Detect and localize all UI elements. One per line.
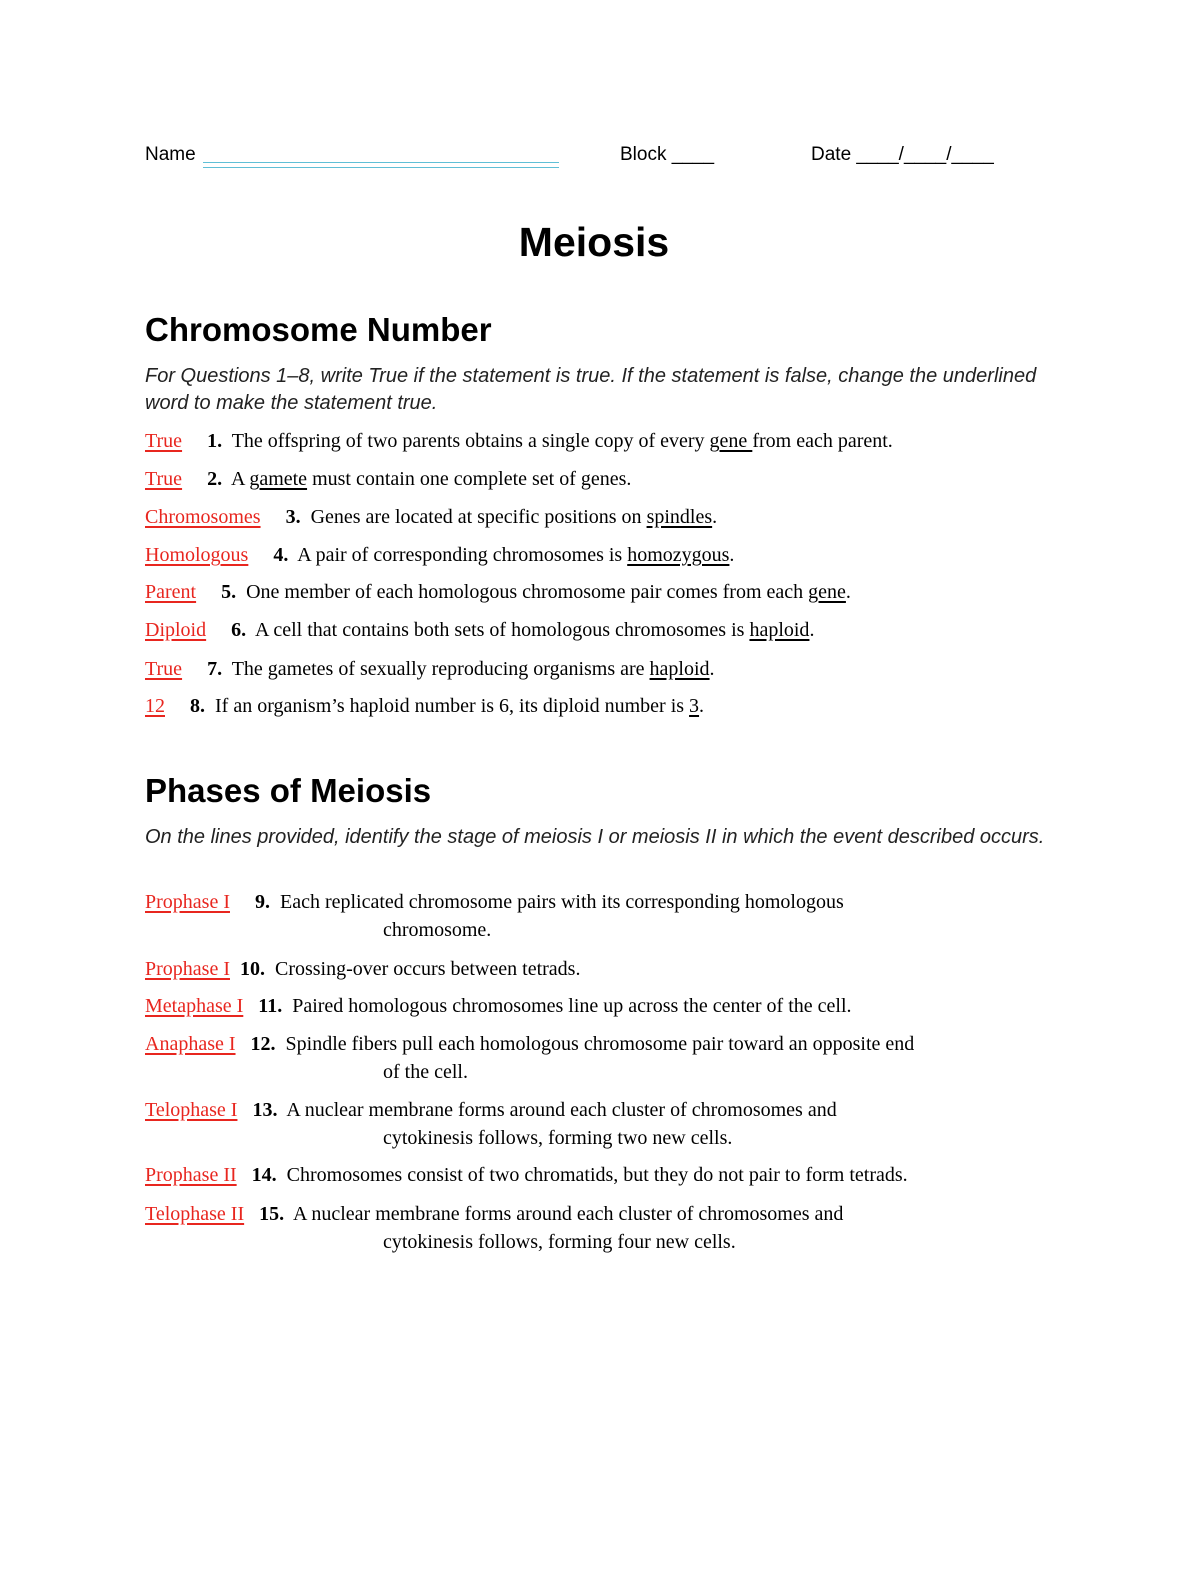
question-continuation: cytokinesis follows, forming four new cells. — [383, 1231, 736, 1253]
block-label: Block ____ — [620, 144, 715, 165]
question-number: 15. — [259, 1203, 285, 1225]
question-text: The offspring of two parents obtains a single copy of every — [231, 430, 710, 452]
underlined-word: spindles — [646, 506, 713, 528]
answer: Telophase II — [145, 1203, 245, 1225]
answer: Prophase I — [145, 891, 230, 913]
underlined-word: gene — [808, 581, 846, 603]
question-text: Chromosomes consist of two chromatids, but they do not pair to form tetrads. — [286, 1164, 908, 1186]
question-text: from each parent. — [752, 430, 893, 452]
answer: Homologous — [145, 544, 249, 566]
question-15 — [145, 1200, 1045, 1253]
section2-instructions: On the lines provided, identify the stage of meiosis I or meiosis II in which the event described occurs. — [145, 826, 1045, 848]
question-number: 14. — [251, 1164, 277, 1186]
section-heading-phases-of-meiosis: Phases of Meiosis — [145, 772, 432, 809]
answer: True — [145, 468, 183, 490]
answer: Prophase II — [145, 1164, 237, 1186]
question-number: 12. — [250, 1033, 276, 1055]
question-text: A — [230, 468, 250, 490]
question-8 — [145, 692, 1045, 720]
answer: Chromosomes — [145, 506, 261, 528]
question-13 — [145, 1096, 1045, 1149]
question-text: . — [809, 619, 815, 641]
question-10 — [145, 955, 1045, 983]
page-title: Meiosis — [518, 219, 670, 265]
question-number: 9. — [254, 891, 270, 913]
underlined-word: gamete — [249, 468, 308, 490]
question-14 — [145, 1161, 1045, 1189]
question-text: Spindle fibers pull each homologous chromosome pair toward an opposite end — [285, 1033, 915, 1055]
question-continuation: chromosome. — [383, 919, 492, 941]
question-3 — [145, 503, 1045, 531]
answer: 12 — [145, 695, 165, 717]
question-number: 2. — [207, 468, 223, 490]
question-number: 4. — [273, 544, 289, 566]
question-text: Paired homologous chromosomes line up across the center of the cell. — [292, 995, 852, 1017]
question-text: . — [845, 581, 851, 603]
question-number: 3. — [285, 506, 301, 528]
question-number: 1. — [207, 430, 223, 452]
question-text: A cell that contains both sets of homologous chromosomes is — [255, 619, 750, 641]
question-text: A nuclear membrane forms around each cluster of chromosomes and — [286, 1099, 837, 1121]
question-number: 10. — [239, 958, 265, 980]
underlined-word: haploid — [749, 619, 810, 641]
underlined-word: haploid — [649, 658, 710, 680]
question-text: If an organism’s haploid number is 6, its diploid number is — [215, 695, 690, 717]
question-2 — [145, 465, 1045, 493]
question-text: Each replicated chromosome pairs with its corresponding homologous — [279, 891, 844, 913]
question-text: Genes are located at specific positions on — [310, 506, 647, 528]
question-6 — [145, 616, 1045, 644]
question-text: A pair of corresponding chromosomes is — [297, 544, 628, 566]
question-text: The gametes of sexually reproducing organisms are — [231, 658, 650, 680]
question-5 — [145, 578, 1045, 606]
underlined-word: gene — [709, 430, 753, 452]
answer: Anaphase I — [145, 1033, 236, 1055]
question-number: 5. — [221, 581, 237, 603]
question-text: must contain one complete set of genes. — [307, 468, 632, 490]
question-number: 13. — [252, 1099, 278, 1121]
question-continuation: cytokinesis follows, forming two new cells. — [383, 1127, 733, 1149]
answer: True — [145, 658, 183, 680]
section-heading-chromosome-number: Chromosome Number — [145, 311, 492, 348]
underlined-word: 3 — [689, 695, 700, 717]
question-number: 11. — [258, 995, 283, 1017]
name-line — [203, 162, 559, 168]
name-label: Name — [145, 144, 196, 165]
answer: Metaphase I — [145, 995, 244, 1017]
question-text: . — [709, 658, 715, 680]
answer: True — [145, 430, 183, 452]
question-4 — [145, 541, 1045, 569]
question-text: One member of each homologous chromosome pair comes from each — [246, 581, 809, 603]
question-text: . — [699, 695, 705, 717]
question-11 — [145, 992, 1045, 1020]
question-7 — [145, 655, 1045, 683]
question-text: A nuclear membrane forms around each cluster of chromosomes and — [293, 1203, 844, 1225]
section1-instructions: For Questions 1–8, write True if the statement is true. If the statement is false, change the underlined word to make the statement true. — [145, 365, 1037, 414]
question-continuation: of the cell. — [383, 1061, 468, 1083]
question-1 — [145, 427, 1045, 455]
question-number: 7. — [207, 658, 223, 680]
question-number: 8. — [190, 695, 205, 717]
answer: Telophase I — [145, 1099, 238, 1121]
answer: Diploid — [145, 619, 207, 641]
question-text: Crossing-over occurs between tetrads. — [274, 958, 581, 980]
question-text: . — [729, 544, 735, 566]
answer: Prophase I — [145, 958, 230, 980]
underlined-word: homozygous — [627, 544, 730, 566]
question-text: . — [712, 506, 718, 528]
question-12 — [145, 1030, 1045, 1083]
date-label: Date ____/____/____ — [811, 144, 994, 165]
answer: Parent — [145, 581, 197, 603]
question-9 — [145, 888, 1045, 941]
question-number: 6. — [231, 619, 247, 641]
header-row — [145, 144, 1045, 174]
